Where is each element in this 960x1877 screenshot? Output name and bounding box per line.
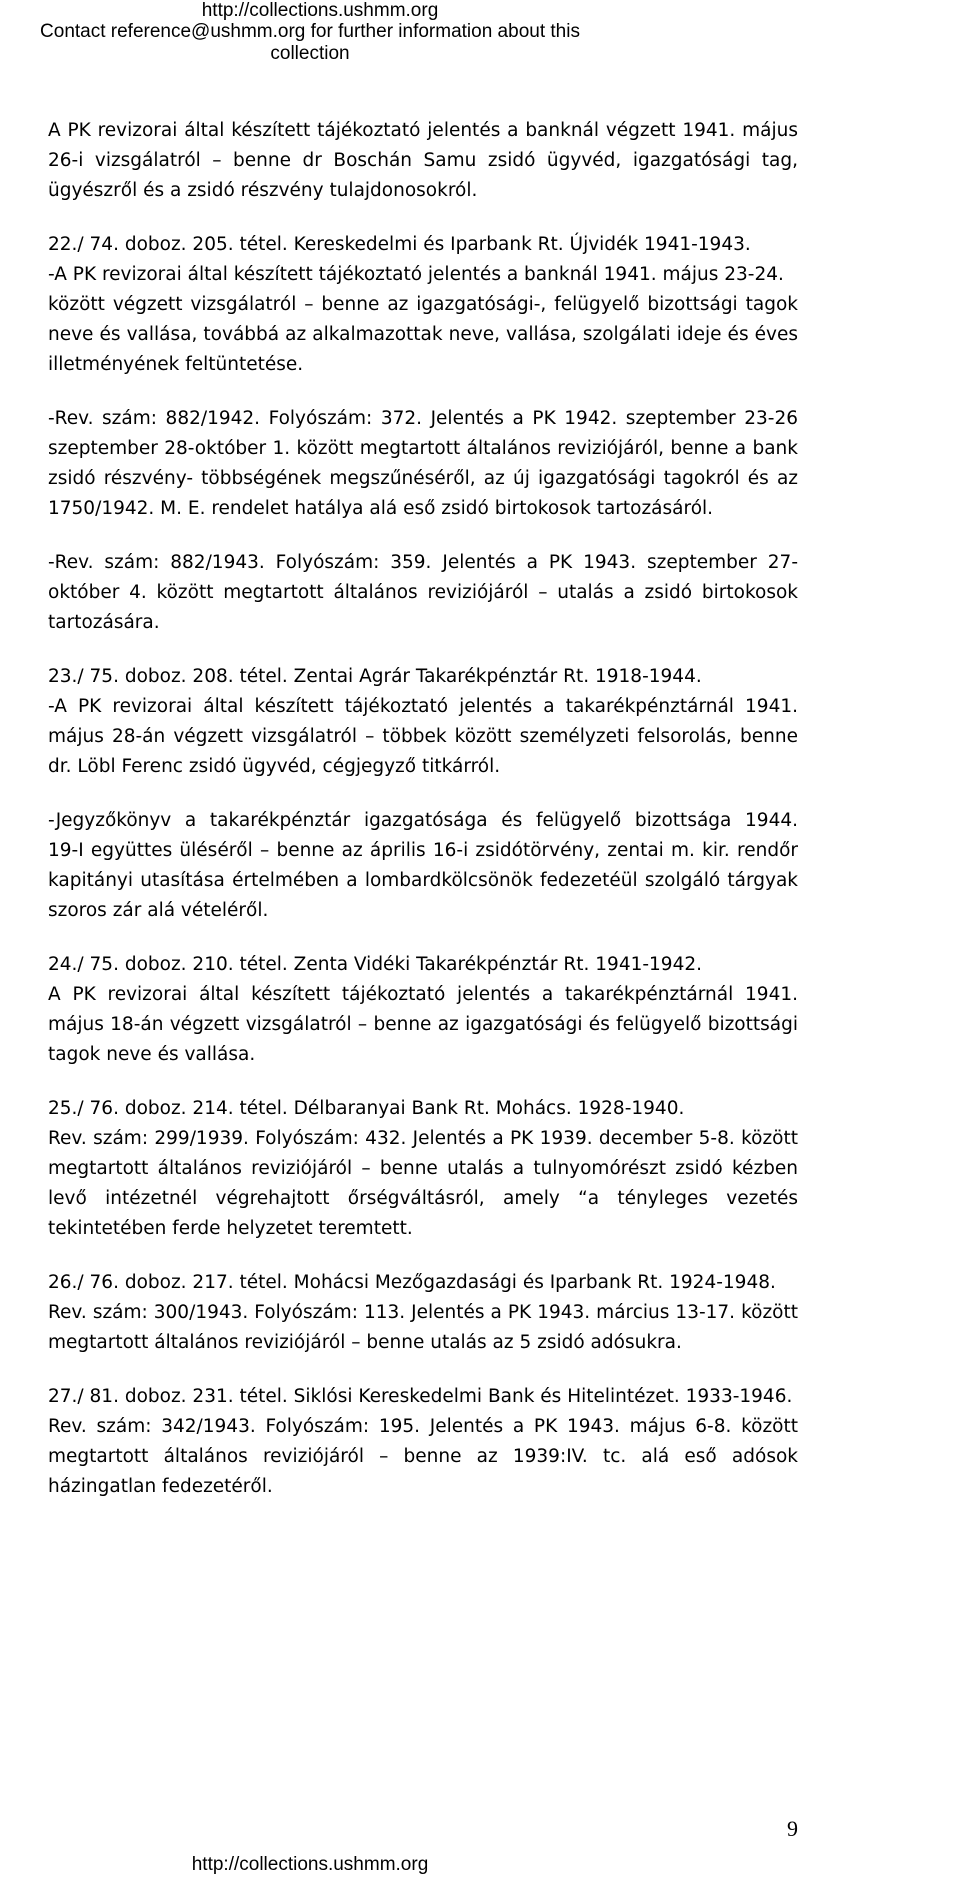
header-url: http://collections.ushmm.org bbox=[201, 0, 439, 21]
text-line: illetményének feltüntetése. bbox=[48, 354, 304, 375]
text-line: levő intézetnél végrehajtott őrségváltásról, amely “a tényleges vezetés bbox=[48, 1188, 798, 1209]
text-line: 23./ 75. doboz. 208. tétel. Zentai Agrár Takarékpénztár Rt. 1918-1944. bbox=[48, 666, 702, 687]
text-line: május 18-án végzett vizsgálatról – benne az igazgatósági és felügyelő bizottsági bbox=[48, 1014, 798, 1035]
text-line: 24./ 75. doboz. 210. tétel. Zenta Vidéki Takarékpénztár Rt. 1941-1942. bbox=[48, 954, 702, 975]
paragraph-gap bbox=[48, 524, 798, 548]
text-line: Rev. szám: 300/1943. Folyószám: 113. Jelentés a PK 1943. március 13-17. között bbox=[48, 1302, 798, 1323]
text-line: szeptember 28-október 1. között megtartott általános reviziójáról, benne a bank bbox=[48, 438, 798, 459]
paragraph bbox=[48, 116, 798, 206]
text-line: megtartott általános reviziójáról – benne az 1939:IV. tc. alá eső adósok bbox=[48, 1446, 798, 1467]
paragraph-gap bbox=[48, 926, 798, 950]
paragraph bbox=[48, 1268, 798, 1358]
text-line: tagok neve és vallása. bbox=[48, 1044, 256, 1065]
text-line: A PK revizorai által készített tájékoztató jelentés a takarékpénztárnál 1941. bbox=[48, 984, 798, 1005]
text-line: neve és vallása, továbbá az alkalmazottak neve, vallása, szolgálati ideje és éves bbox=[48, 324, 798, 345]
header-contact-line: Contact reference@ushmm.org for further information about this collection bbox=[40, 21, 580, 64]
text-line: szoros zár alá vételéről. bbox=[48, 900, 269, 921]
text-line: 22./ 74. doboz. 205. tétel. Kereskedelmi és Iparbank Rt. Újvidék 1941-1943. bbox=[48, 234, 751, 255]
paragraph-gap bbox=[48, 1070, 798, 1094]
text-line: október 4. között megtartott általános reviziójáról – utalás a zsidó birtokosok bbox=[48, 582, 798, 603]
paragraph-gap bbox=[48, 782, 798, 806]
text-line: 26-i vizsgálatról – benne dr Boschán Samu zsidó ügyvéd, igazgatósági tag, bbox=[48, 150, 798, 171]
text-line: május 28-án végzett vizsgálatról – többek között személyzeti felsorolás, benne bbox=[48, 726, 798, 747]
text-line: -Jegyzőkönyv a takarékpénztár igazgatósága és felügyelő bizottsága 1944. bbox=[48, 810, 798, 831]
text-line: tartozására. bbox=[48, 612, 160, 633]
text-line: A PK revizorai által készített tájékoztató jelentés a banknál végzett 1941. május bbox=[48, 120, 798, 141]
text-line: megtartott általános reviziójáról – benne utalás az 5 zsidó adósukra. bbox=[48, 1332, 682, 1353]
text-line: között végzett vizsgálatról – benne az igazgatósági-, felügyelő bizottsági tagok bbox=[48, 294, 798, 315]
text-line: -Rev. szám: 882/1943. Folyószám: 359. Jelentés a PK 1943. szeptember 27- bbox=[48, 552, 798, 573]
text-line: Rev. szám: 342/1943. Folyószám: 195. Jelentés a PK 1943. május 6-8. között bbox=[48, 1416, 798, 1437]
paragraph bbox=[48, 1382, 798, 1502]
text-line: tekintetében ferde helyzetet teremtett. bbox=[48, 1218, 413, 1239]
text-line: 26./ 76. doboz. 217. tétel. Mohácsi Mezőgazdasági és Iparbank Rt. 1924-1948. bbox=[48, 1272, 776, 1293]
text-line: Rev. szám: 299/1939. Folyószám: 432. Jelentés a PK 1939. december 5-8. között bbox=[48, 1128, 798, 1149]
text-line: 27./ 81. doboz. 231. tétel. Siklósi Kereskedelmi Bank és Hitelintézet. 1933-1946. bbox=[48, 1386, 793, 1407]
text-line: ügyészről és a zsidó részvény tulajdonosokról. bbox=[48, 180, 478, 201]
paragraph-gap bbox=[48, 1358, 798, 1382]
text-line: zsidó részvény- többségének megszűnéséről, az új igazgatósági tagokról és az bbox=[48, 468, 798, 489]
text-line: 1750/1942. M. E. rendelet hatálya alá eső zsidó birtokosok tartozásáról. bbox=[48, 498, 714, 519]
paragraph-gap bbox=[48, 1244, 798, 1268]
paragraph bbox=[48, 1094, 798, 1244]
paragraph bbox=[48, 404, 798, 524]
paragraph-gap bbox=[48, 380, 798, 404]
text-line: -Rev. szám: 882/1942. Folyószám: 372. Jelentés a PK 1942. szeptember 23-26 bbox=[48, 408, 798, 429]
footer-url: http://collections.ushmm.org bbox=[191, 1854, 429, 1875]
paragraph bbox=[48, 662, 798, 782]
document-body bbox=[48, 116, 798, 1502]
text-line: házingatlan fedezetéről. bbox=[48, 1476, 273, 1497]
text-line: -A PK revizorai által készített tájékoztató jelentés a banknál 1941. május 23-24. bbox=[48, 264, 784, 285]
text-line: -A PK revizorai által készített tájékoztató jelentés a takarékpénztárnál 1941. bbox=[48, 696, 798, 717]
text-line: kapitányi utasítása értelmében a lombardkölcsönök fedezetéül szolgáló tárgyak bbox=[48, 870, 798, 891]
paragraph bbox=[48, 950, 798, 1070]
paragraph-gap bbox=[48, 206, 798, 230]
page-number: 9 bbox=[787, 1816, 798, 1841]
paragraph bbox=[48, 806, 798, 926]
paragraph bbox=[48, 548, 798, 638]
paragraph bbox=[48, 230, 798, 380]
text-line: dr. Löbl Ferenc zsidó ügyvéd, cégjegyző titkárról. bbox=[48, 756, 501, 777]
paragraph-gap bbox=[48, 638, 798, 662]
text-line: megtartott általános reviziójáról – benne utalás a tulnyomórészt zsidó kézben bbox=[48, 1158, 798, 1179]
text-line: 25./ 76. doboz. 214. tétel. Délbaranyai Bank Rt. Mohács. 1928-1940. bbox=[48, 1098, 685, 1119]
text-line: 19-I együttes üléséről – benne az április 16-i zsidótörvény, zentai m. kir. rendőr bbox=[48, 840, 798, 861]
